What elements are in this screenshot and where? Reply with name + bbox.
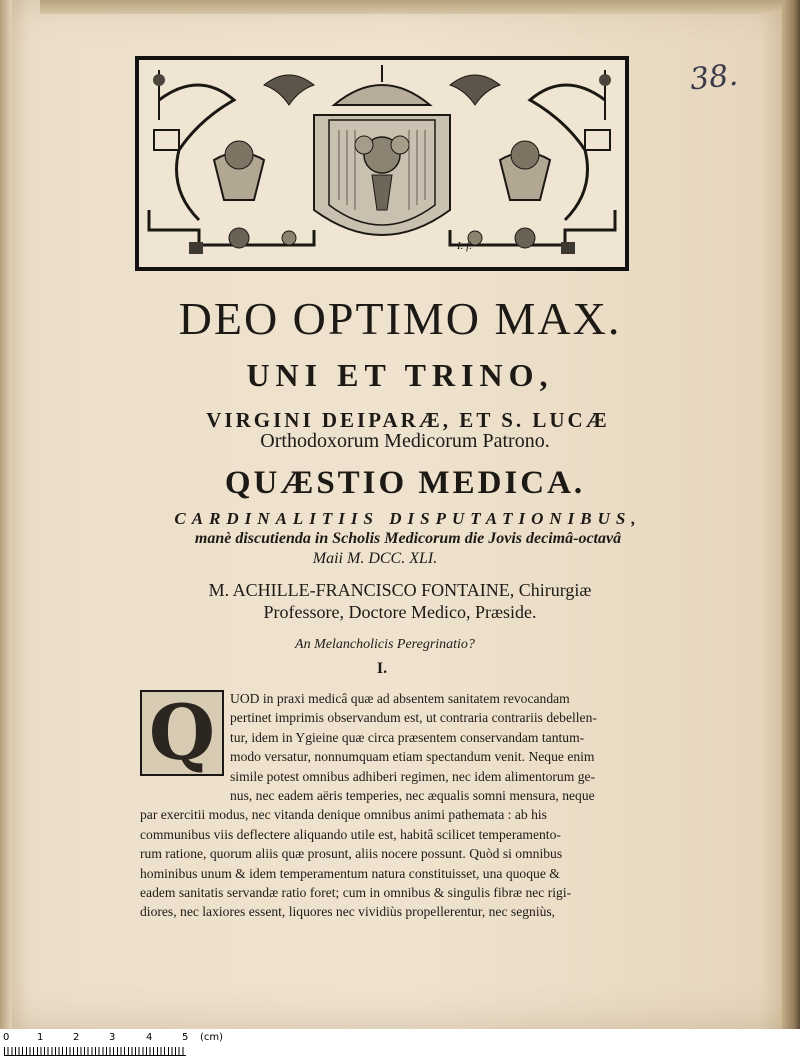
ruler-label: 0	[3, 1032, 10, 1043]
body-line: tur, idem in Ygieine quæ circa præsentem conservandam tantum-	[230, 729, 585, 745]
ruler-ticks	[4, 1047, 186, 1056]
ornament-signature: I. f.	[457, 240, 472, 252]
ruler-unit: (cm)	[200, 1032, 224, 1043]
ruler-label: 1	[37, 1032, 44, 1043]
question-heading: An Melancholicis Peregrinatio?	[295, 637, 475, 652]
body-line: eadem sanitatis servandæ ratio foret; cum in omnibus & singulis fibræ nec rigi-	[140, 885, 572, 901]
title-deo: DEO OPTIMO MAX.	[178, 293, 622, 344]
page-top-edge	[40, 0, 800, 14]
ornament-illustration	[139, 60, 625, 267]
title-virgini: VIRGINI DEIPARÆ, ET S. LUCÆ	[206, 408, 610, 432]
initial-letter: Q	[148, 688, 216, 777]
body-line: hominibus unum & idem temperamentum natura constituisset, una quoque &	[140, 865, 560, 881]
body-line: rum ratione, quorum aliis quæ prosunt, aliis nocere possunt. Quòd si omnibus	[140, 846, 563, 862]
title-praeses-role: Professore, Doctore Medico, Præside.	[263, 602, 537, 622]
title-date: Maii M. DCC. XLI.	[312, 550, 438, 567]
ruler-label: 5	[182, 1032, 189, 1043]
title-praeses: M. ACHILLE-FRANCISCO FONTAINE, Chirurgiæ	[208, 580, 592, 600]
body-paragraph	[140, 689, 640, 922]
ruler-label: 2	[73, 1032, 80, 1043]
ruler-label: 4	[146, 1032, 153, 1043]
body-line: UOD in praxi medicâ quæ ad absentem sanitatem revocandam	[230, 691, 570, 706]
body-line: communibus viis deflectere aliquando utile est, habitâ scilicet temperamento-	[140, 826, 561, 842]
title-quaestio: QUÆSTIO MEDICA.	[224, 465, 586, 501]
ruler-label: 3	[109, 1032, 116, 1043]
title-patrono: Orthodoxorum Medicorum Patrono.	[260, 430, 550, 452]
body-line: simile potest omnibus adhiberi regimen, nec idem alimentorum ge-	[230, 768, 596, 784]
title-disputationibus: CARDINALITIIS DISPUTATIONIBUS,	[174, 509, 642, 528]
woodcut-headpiece	[135, 56, 629, 271]
body-line: modo versatur, nonnumquam etiam spectandum venit. Neque enim	[230, 749, 595, 765]
body-line: nus, nec eadem aëris temperies, nec æqualis somni mensura, neque	[230, 788, 595, 804]
body-line: diores, nec laxiores essent, liquores nec vividiùs propellerentur, nec segniùs,	[140, 904, 556, 920]
handwritten-page-number: 38.	[688, 57, 740, 98]
section-number: I.	[376, 660, 388, 677]
scale-ruler	[0, 1029, 800, 1061]
title-trino: UNI ET TRINO,	[246, 357, 554, 393]
body-line: pertinet imprimis observandum est, ut contraria contrariis debellen-	[230, 710, 597, 726]
body-line: par exercitii modus, nec vitanda denique omnibus animi pathemata : ab his	[140, 807, 547, 823]
title-discutienda: manè discutienda in Scholis Medicorum die Jovis decimâ-octavâ	[194, 530, 622, 547]
